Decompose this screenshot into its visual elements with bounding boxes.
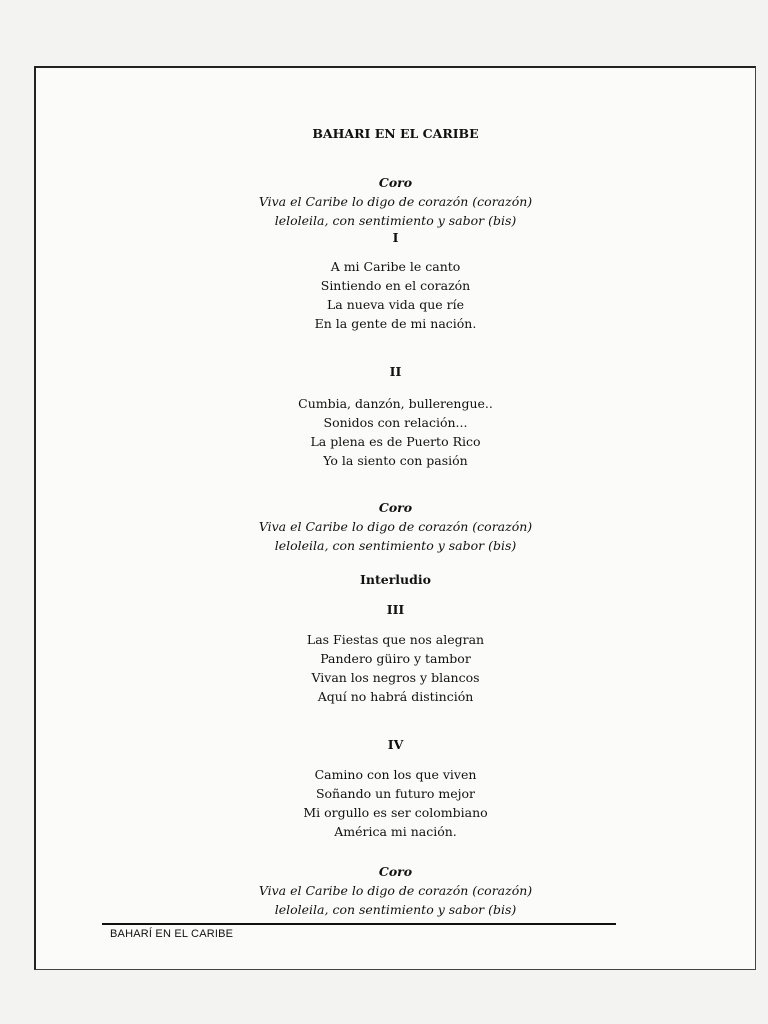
verse-4	[36, 735, 755, 754]
verse-line: Cumbia, danzón, bullerengue..	[298, 396, 493, 411]
verse-line: Camino con los que viven	[314, 767, 477, 782]
verse-line: A mi Caribe le canto	[330, 259, 461, 274]
verse-heading: I	[392, 230, 399, 245]
verse-heading: III	[386, 602, 405, 617]
verse-1-lines	[36, 257, 755, 333]
verse-2-lines	[36, 394, 755, 470]
chorus-1	[36, 173, 755, 230]
verse-3-lines	[36, 630, 755, 706]
song-title: BAHARI EN EL CARIBE	[312, 126, 479, 141]
verse-line: En la gente de mi nación.	[314, 316, 477, 331]
verse-line: Las Fiestas que nos alegran	[306, 632, 485, 647]
verse-heading: IV	[387, 737, 404, 752]
verse-line: La plena es de Puerto Rico	[310, 434, 481, 449]
chorus-heading: Coro	[378, 864, 413, 879]
verse-2	[36, 362, 755, 381]
verse-4-lines	[36, 765, 755, 841]
verse-line: Sonidos con relación...	[323, 415, 468, 430]
interlude	[36, 570, 755, 589]
chorus-heading: Coro	[378, 175, 413, 190]
verse-line: Soñando un futuro mejor	[315, 786, 476, 801]
document-page	[34, 66, 756, 970]
verse-line: Aquí no habrá distinción	[317, 689, 474, 704]
chorus-line: leloleila, con sentimiento y sabor (bis)	[274, 213, 517, 228]
chorus-line: Viva el Caribe lo digo de corazón (corazón)	[258, 194, 533, 209]
chorus-line: Viva el Caribe lo digo de corazón (corazón)	[258, 519, 533, 534]
footer-rule	[102, 923, 616, 925]
verse-line: Pandero güiro y tambor	[320, 651, 471, 666]
song-title-block	[36, 124, 755, 143]
verse-heading: II	[389, 364, 402, 379]
verse-line: Yo la siento con pasión	[323, 453, 468, 468]
chorus-3	[36, 862, 755, 919]
verse-line: Mi orgullo es ser colombiano	[303, 805, 488, 820]
interlude-heading: Interludio	[360, 572, 431, 587]
verse-line: Sintiendo en el corazón	[320, 278, 471, 293]
verse-1	[36, 228, 755, 247]
footer-title: BAHARÍ EN EL CARIBE	[110, 928, 234, 940]
verse-3	[36, 600, 755, 619]
chorus-line: leloleila, con sentimiento y sabor (bis)	[274, 902, 517, 917]
chorus-2	[36, 498, 755, 555]
chorus-line: Viva el Caribe lo digo de corazón (corazón)	[258, 883, 533, 898]
verse-line: La nueva vida que ríe	[327, 297, 464, 312]
verse-line: América mi nación.	[334, 824, 457, 839]
verse-line: Vivan los negros y blancos	[311, 670, 480, 685]
chorus-heading: Coro	[378, 500, 413, 515]
chorus-line: leloleila, con sentimiento y sabor (bis)	[274, 538, 517, 553]
